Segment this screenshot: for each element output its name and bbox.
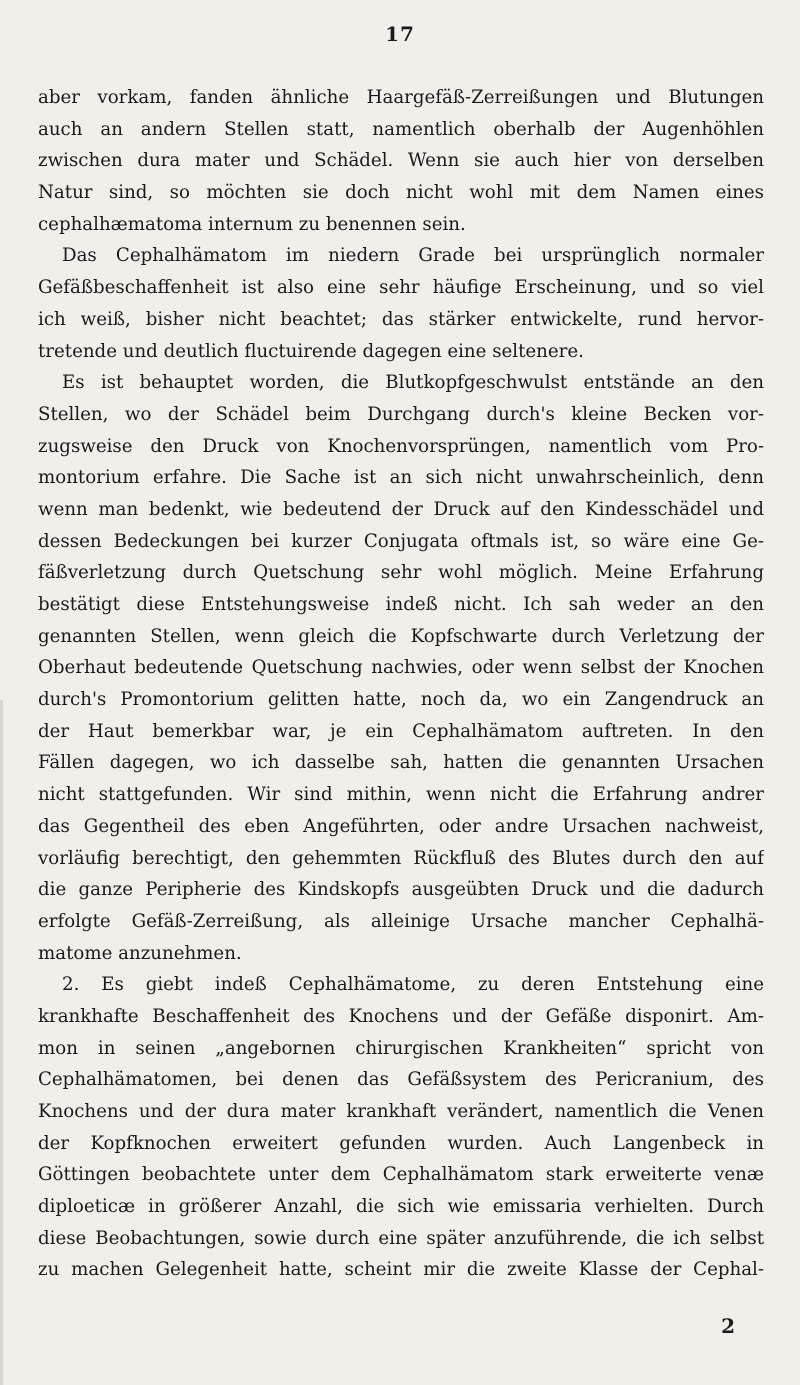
text-line: zu machen Gelegenheit hatte, scheint mir die zweite Klasse der Cephal- [38,1259,764,1281]
text-line: diploeticæ in größerer Anzahl, die sich wie emissaria verhielten. Durch [38,1196,764,1218]
text-line: Gefäßbeschaffenheit ist also eine sehr häufige Erscheinung, und so viel [38,277,764,299]
text-line: Göttingen beobachtete unter dem Cephalhämatom stark erweiterte venæ [38,1164,764,1186]
signature-mark: 2 [721,1314,735,1338]
text-line: Natur sind, so möchten sie doch nicht wohl mit dem Namen eines [38,182,764,204]
text-line: nicht stattgefunden. Wir sind mithin, wenn nicht die Erfahrung andrer [38,784,764,806]
text-line: das Gegentheil des eben Angeführten, oder andre Ursachen nachweist, [38,815,764,837]
text-line: matome anzunehmen. [38,942,242,964]
text-line: durch's Promontorium gelitten hatte, noch da, wo ein Zangendruck an [38,689,764,711]
text-line: Fällen dagegen, wo ich dasselbe sah, hatten die genannten Ursachen [38,752,764,774]
text-line: Oberhaut bedeutende Quetschung nachwies, oder wenn selbst der Knochen [38,657,764,679]
text-line: der Haut bemerkbar war, je ein Cephalhämatom auftreten. In den [38,720,764,742]
text-line: cephalhæmatoma internum zu benennen sein. [38,213,466,235]
text-line: Cephalhämatomen, bei denen das Gefäßsystem des Pericranium, des [38,1069,764,1091]
text-line: auch an andern Stellen statt, namentlich oberhalb der Augenhöhlen [38,118,764,140]
text-line: ich weiß, bisher nicht beachtet; das stärker entwickelte, rund hervor- [38,308,764,330]
text-line: die ganze Peripherie des Kindskopfs ausgeübten Druck und die dadurch [38,879,764,901]
text-line: montorium erfahre. Die Sache ist an sich nicht unwahrscheinlich, denn [38,467,764,489]
body-text [38,82,764,1286]
text-line: tretende und deutlich fluctuirende dagegen eine seltenere. [38,340,584,362]
text-line: diese Beobachtungen, sowie durch eine später anzuführende, die ich selbst [38,1227,764,1249]
text-line: genannten Stellen, wenn gleich die Kopfschwarte durch Verletzung der [38,625,764,647]
text-line: 2. Es giebt indeß Cephalhämatome, zu deren Entstehung eine [62,974,764,996]
text-line: fäßverletzung durch Quetschung sehr wohl möglich. Meine Erfahrung [38,562,764,584]
text-line: erfolgte Gefäß-Zerreißung, als alleinige Ursache mancher Cephalhä- [38,910,764,932]
text-line: mon in seinen „angebornen chirurgischen Krankheiten“ spricht von [38,1037,764,1059]
text-line: zugsweise den Druck von Knochenvorsprüngen, namentlich vom Pro- [38,435,764,457]
text-line: dessen Bedeckungen bei kurzer Conjugata oftmals ist, so wäre eine Ge- [38,530,764,552]
text-line: Es ist behauptet worden, die Blutkopfgeschwulst entstände an den [62,372,764,394]
page-number: 17 [385,22,415,46]
text-line: Das Cephalhämatom im niedern Grade bei ursprünglich normaler [62,245,764,267]
text-line: der Kopfknochen erweitert gefunden wurden. Auch Langenbeck in [38,1132,764,1154]
page-edge-shadow [0,700,3,1385]
text-line: zwischen dura mater und Schädel. Wenn sie auch hier von derselben [38,150,764,172]
text-line: Stellen, wo der Schädel beim Durchgang durch's kleine Becken vor- [38,403,764,425]
text-line: bestätigt diese Entstehungsweise indeß nicht. Ich sah weder an den [38,594,764,615]
text-line: Knochens und der dura mater krankhaft verändert, namentlich die Venen [38,1101,764,1122]
text-line: wenn man bedenkt, wie bedeutend der Druck auf den Kindesschädel und [38,498,764,520]
text-line: aber vorkam, fanden ähnliche Haargefäß-Zerreißungen und Blutungen [38,87,764,108]
text-line: vorläufig berechtigt, den gehemmten Rückfluß des Blutes durch den auf [38,847,764,869]
text-line: krankhafte Beschaffenheit des Knochens und der Gefäße disponirt. Am- [38,1005,764,1027]
